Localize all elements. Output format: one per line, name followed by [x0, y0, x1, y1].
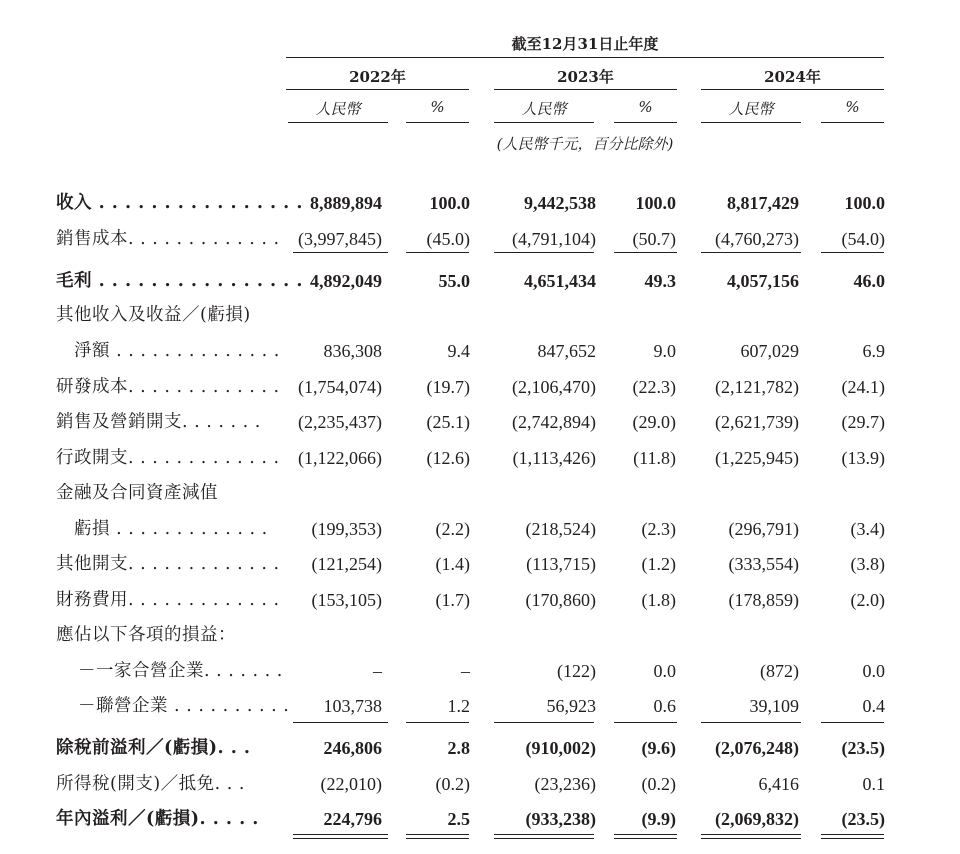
percent-cell: 100.0 — [635, 193, 676, 213]
amount-cell: (121,254) — [311, 554, 382, 574]
table-row — [0, 587, 960, 617]
percent-cell: – — [461, 661, 470, 681]
percent-cell: 49.3 — [644, 271, 676, 291]
percent-cell: 100.0 — [844, 193, 885, 213]
amount-cell: – — [373, 661, 382, 681]
percent-heading-2022: % — [430, 98, 445, 116]
percent-cell: (19.7) — [426, 377, 470, 397]
subtotal-rule — [701, 252, 801, 253]
total-double-rule — [614, 834, 677, 839]
row-label: 銷售成本. . . . . . . . . . . . . — [56, 229, 280, 249]
percent-cell: 100.0 — [429, 193, 470, 213]
percent-cell: 9.4 — [447, 341, 470, 361]
amount-cell: (170,860) — [525, 590, 596, 610]
table-row — [0, 338, 960, 368]
amount-cell: 8,817,429 — [727, 193, 799, 213]
percent-cell: 6.9 — [862, 341, 885, 361]
amount-cell: (23,236) — [534, 774, 596, 794]
table-row — [0, 374, 960, 404]
row-label: 其他收入及收益／(虧損) — [56, 305, 251, 325]
year-2022-heading: 2022年 — [349, 68, 406, 86]
amount-cell: (2,106,470) — [512, 377, 596, 397]
table-row — [0, 409, 960, 439]
amount-cell: (933,238) — [525, 809, 596, 829]
percent-cell: (2.0) — [850, 590, 885, 610]
amount-cell: (2,621,739) — [715, 412, 799, 432]
amount-cell: (1,113,426) — [512, 448, 596, 468]
percent-cell: (29.7) — [841, 412, 885, 432]
amount-cell: (4,760,273) — [715, 229, 799, 249]
row-label: 其他開支. . . . . . . . . . . . . — [56, 554, 280, 574]
amount-cell: 246,806 — [323, 738, 382, 758]
sub-rule — [494, 122, 594, 123]
percent-cell: (0.2) — [435, 774, 470, 794]
period-heading: 截至12月31日止年度 — [511, 35, 659, 53]
row-label: 毛利 . . . . . . . . . . . . . . . . — [56, 271, 303, 291]
percent-heading-2023: % — [638, 98, 653, 116]
amount-cell: 6,416 — [758, 774, 799, 794]
table-row — [0, 693, 960, 723]
percent-cell: (1.4) — [435, 554, 470, 574]
percent-cell: 2.8 — [447, 738, 470, 758]
percent-cell: (3.8) — [850, 554, 885, 574]
subtotal-rule — [494, 252, 594, 253]
subtotal-rule — [821, 722, 884, 723]
amount-cell: 607,029 — [740, 341, 799, 361]
table-row — [0, 268, 960, 298]
table-row — [0, 735, 960, 765]
table-row — [0, 226, 960, 256]
amount-cell: (333,554) — [728, 554, 799, 574]
amount-cell: 4,892,049 — [310, 271, 382, 291]
percent-cell: 0.4 — [862, 696, 885, 716]
percent-cell: (3.4) — [850, 519, 885, 539]
percent-cell: (9.6) — [641, 738, 676, 758]
subtotal-rule — [494, 722, 594, 723]
amount-cell: 8,889,894 — [310, 193, 382, 213]
percent-cell: (25.1) — [426, 412, 470, 432]
percent-cell: (24.1) — [841, 377, 885, 397]
percent-cell: (1.8) — [641, 590, 676, 610]
amount-cell: 836,308 — [323, 341, 382, 361]
currency-heading-2022: 人民幣 — [315, 100, 361, 118]
percent-cell: (50.7) — [632, 229, 676, 249]
percent-cell: 0.0 — [653, 661, 676, 681]
currency-heading-2023: 人民幣 — [521, 100, 567, 118]
percent-cell: (9.9) — [641, 809, 676, 829]
amount-cell: (218,524) — [525, 519, 596, 539]
percent-cell: (54.0) — [841, 229, 885, 249]
total-double-rule — [701, 834, 801, 839]
amount-cell: 39,109 — [749, 696, 799, 716]
amount-cell: (153,105) — [311, 590, 382, 610]
amount-cell: (910,002) — [525, 738, 596, 758]
table-row — [0, 806, 960, 836]
amount-cell: (2,069,832) — [715, 809, 799, 829]
percent-cell: (13.9) — [841, 448, 885, 468]
amount-cell: (113,715) — [526, 554, 596, 574]
sub-rule — [701, 122, 801, 123]
amount-cell: (4,791,104) — [512, 229, 596, 249]
percent-cell: 2.5 — [447, 809, 470, 829]
sub-rule — [288, 122, 388, 123]
amount-cell: (199,353) — [311, 519, 382, 539]
row-label: 金融及合同資產減值 — [56, 483, 218, 503]
amount-cell: 4,651,434 — [524, 271, 596, 291]
table-row — [0, 445, 960, 475]
amount-cell: (1,754,074) — [298, 377, 382, 397]
amount-cell: 9,442,538 — [524, 193, 596, 213]
sub-rule — [821, 122, 884, 123]
percent-cell: (0.2) — [641, 774, 676, 794]
row-label: 研發成本. . . . . . . . . . . . . — [56, 377, 280, 397]
percent-cell: (2.3) — [641, 519, 676, 539]
row-label: 應佔以下各項的損益： — [56, 625, 236, 645]
subtotal-rule — [406, 722, 469, 723]
amount-cell: (178,859) — [728, 590, 799, 610]
row-label: 收入 . . . . . . . . . . . . . . . . — [56, 193, 303, 213]
percent-cell: (1.7) — [435, 590, 470, 610]
percent-cell: (2.2) — [435, 519, 470, 539]
percent-heading-2024: % — [845, 98, 860, 116]
table-row — [0, 622, 960, 652]
amount-cell: (2,076,248) — [715, 738, 799, 758]
percent-cell: (23.5) — [841, 738, 885, 758]
amount-cell: 103,738 — [323, 696, 382, 716]
subtotal-rule — [614, 252, 677, 253]
amount-cell: 4,057,156 — [727, 271, 799, 291]
total-double-rule — [821, 834, 884, 839]
amount-cell: 224,796 — [323, 809, 382, 829]
row-label: 行政開支. . . . . . . . . . . . . — [56, 448, 280, 468]
percent-cell: 0.6 — [653, 696, 676, 716]
sub-rule — [406, 122, 469, 123]
percent-cell: (12.6) — [426, 448, 470, 468]
amount-cell: 56,923 — [546, 696, 596, 716]
subtotal-rule — [821, 252, 884, 253]
row-label: 淨額 . . . . . . . . . . . . . . — [74, 341, 280, 361]
subtotal-rule — [293, 252, 388, 253]
percent-cell: (1.2) — [641, 554, 676, 574]
percent-cell: 46.0 — [853, 271, 885, 291]
year-rule-2022 — [286, 89, 469, 90]
row-label: 虧損 . . . . . . . . . . . . . — [74, 519, 268, 539]
sub-rule — [614, 122, 677, 123]
percent-cell: 0.1 — [862, 774, 885, 794]
unit-note: (人民幣千元，百分比除外) — [496, 135, 674, 153]
row-label: 年內溢利／(虧損). . . . . — [56, 809, 259, 829]
table-row — [0, 302, 960, 332]
amount-cell: (122) — [557, 661, 596, 681]
percent-cell: (29.0) — [632, 412, 676, 432]
total-double-rule — [406, 834, 469, 839]
year-2023-heading: 2023年 — [557, 68, 614, 86]
row-label: 銷售及營銷開支. . . . . . . — [56, 412, 261, 432]
percent-cell: 0.0 — [862, 661, 885, 681]
amount-cell: (2,742,894) — [512, 412, 596, 432]
table-row — [0, 658, 960, 688]
year-2024-heading: 2024年 — [764, 68, 821, 86]
header-rule — [286, 57, 884, 58]
amount-cell: (2,235,437) — [298, 412, 382, 432]
currency-heading-2024: 人民幣 — [728, 100, 774, 118]
amount-cell: (2,121,782) — [715, 377, 799, 397]
amount-cell: (3,997,845) — [298, 229, 382, 249]
table-row — [0, 551, 960, 581]
row-label: 所得稅(開支)／抵免. . . — [56, 774, 245, 794]
percent-cell: 9.0 — [653, 341, 676, 361]
amount-cell: (872) — [760, 661, 799, 681]
table-row — [0, 190, 960, 220]
row-label: －一家合營企業. . . . . . . — [78, 661, 283, 681]
amount-cell: 847,652 — [537, 341, 596, 361]
amount-cell: (1,225,945) — [715, 448, 799, 468]
year-rule-2024 — [701, 89, 884, 90]
percent-cell: 55.0 — [438, 271, 470, 291]
subtotal-rule — [701, 722, 801, 723]
table-row — [0, 516, 960, 546]
year-rule-2023 — [494, 89, 677, 90]
row-label: 財務費用. . . . . . . . . . . . . — [56, 590, 280, 610]
total-double-rule — [293, 834, 388, 839]
amount-cell: (1,122,066) — [298, 448, 382, 468]
subtotal-rule — [614, 722, 677, 723]
table-row — [0, 771, 960, 801]
percent-cell: 1.2 — [447, 696, 470, 716]
percent-cell: (22.3) — [632, 377, 676, 397]
percent-cell: (11.8) — [633, 448, 676, 468]
amount-cell: (22,010) — [320, 774, 382, 794]
table-row — [0, 480, 960, 510]
subtotal-rule — [406, 252, 469, 253]
percent-cell: (23.5) — [841, 809, 885, 829]
amount-cell: (296,791) — [728, 519, 799, 539]
row-label: 除稅前溢利／(虧損). . . — [56, 738, 251, 758]
percent-cell: (45.0) — [426, 229, 470, 249]
row-label: －聯營企業 . . . . . . . . . . — [78, 696, 290, 716]
total-double-rule — [494, 834, 594, 839]
subtotal-rule — [293, 722, 388, 723]
